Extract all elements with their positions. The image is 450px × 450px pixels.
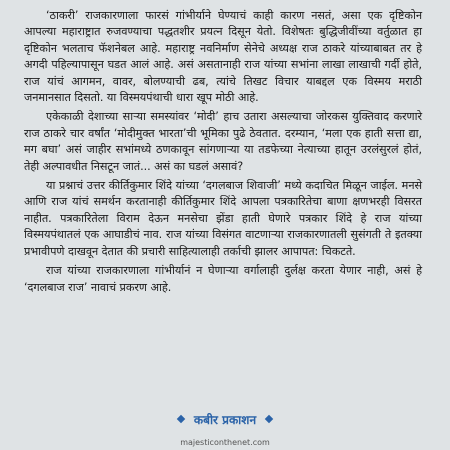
paragraph-1: ‘ठाकरी’ राजकारणाला फारसं गांभीर्याने घेण्याचं काही कारण नसतं, असा एक दृष्टिकोन आपल्या महाराष्ट्रात रुजवण्याचा पद्धतशीर प्रयत्न दिसून येतो. विशेषतः बुद्धिजीवींच्या वर्तुळात हा दृष्टिकोन भलताच फॅशनेबल आहे. महाराष्ट्र नवनिर्माण सेनेचे अध्यक्ष राज ठाकरे यांच्याबाबत तर हे अगदी पहिल्यापासून घडत आलं आहे. असं असतानाही राज यांच्या सभांना लाखा लाखाची गर्दी होते, राज यांचं आगमन, वावर, बोलण्याची ढब, त्यांचे तिखट विचार याबद्दल एक विस्मय मराठी जनमानसात दिसतो. या विस्मयपंथाची धारा खूप मोठी आहे. [24, 9, 422, 105]
publisher-mark [178, 411, 272, 428]
diamond-left-icon [177, 415, 185, 423]
blurb-text [24, 8, 422, 299]
paragraph-2: एकेकाळी देशाच्या साऱ्या समस्यांवर ‘मोदी’ हाच उतारा असल्याचा जोरकस युक्तिवाद करणारे राज ठाकरे चार वर्षांत ‘मोदीमुक्त भारता’ची भूमिका पुढे ठेवतात. दरम्यान, ‘मला एक हाती सत्ता द्या, मग बघा’ असं जाहीर सभांमध्ये ठणकावून सांगणाऱ्या या तडफेच्या नेत्याच्या हातून उरलंसुरलं होतं, तेही अल्पावधीत निसटून जातं... असं का घडलं असावं? [24, 110, 422, 173]
publisher-name: कबीर प्रकाशन [193, 412, 257, 427]
paragraph-4: राज यांच्या राजकारणाला गांभीर्यानं न घेणाऱ्या वर्गालाही दुर्लक्ष करता येणार नाही, असं हे ‘दगलबाज राज’ नावाचं प्रकरण आहे. [24, 264, 422, 294]
diamond-right-icon [265, 415, 273, 423]
watermark: majesticonthenet.com [180, 438, 270, 447]
publisher-footer [0, 407, 450, 428]
paragraph-3: या प्रश्नाचं उत्तर कीर्तिकुमार शिंदे यांच्या ‘दगलबाज शिवाजी’ मध्ये कदाचित मिळून जाईल. मनसे आणि राज यांचं समर्थन करतानाही कीर्तिकुमार शिंदे आपला पत्रकारितेचा बाणा क्षणभरही विसरत नाहीत. पत्रकारितेला विराम देऊन मनसेचा झेंडा हाती घेणारे पत्रकार शिंदे हे राज यांच्या विस्मयपंथातलं एक आघाडीचं नाव. राज यांच्या विसंगत वाटणाऱ्या राजकारणातली सुसंगती ते इतक्या प्रभावीपणे दाखवून देतात की प्रचारी साहित्यालाही तर्काची झालर आपापत: चिकटते. [24, 179, 422, 258]
